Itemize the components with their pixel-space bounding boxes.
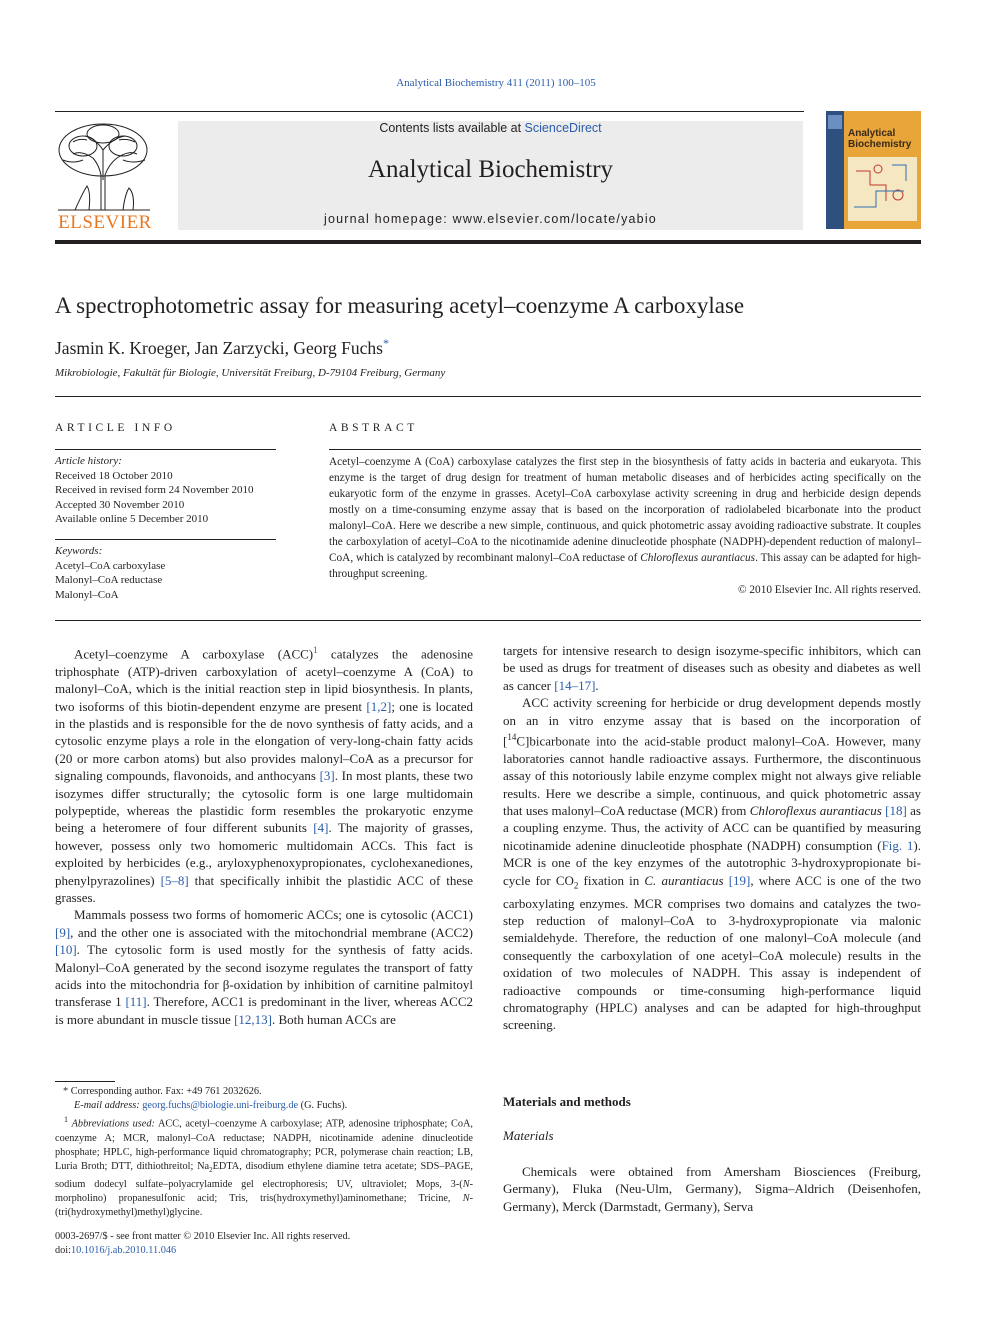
section-title-materials-methods: Materials and methods <box>503 1094 631 1109</box>
intro-paragraph-4 <box>503 694 921 1034</box>
abstract-copyright: © 2010 Elsevier Inc. All rights reserved. <box>737 584 921 596</box>
italic-run: N <box>462 1192 470 1204</box>
citation-link[interactable]: [10] <box>55 942 77 958</box>
subsection-title-materials: Materials <box>503 1128 554 1143</box>
citation-link[interactable]: [19] <box>728 872 751 888</box>
footnote-corresponding <box>55 1085 473 1099</box>
history-revised: Received in revised form 24 November 2010 <box>55 484 254 496</box>
journal-homepage[interactable]: journal homepage: www.elsevier.com/locate/yabio <box>324 212 657 226</box>
sciencedirect-link[interactable]: ScienceDirect <box>524 121 602 135</box>
journal-title: Analytical Biochemistry <box>367 156 614 183</box>
footnote-ref-1[interactable]: 1 <box>313 645 318 655</box>
text-run: ). MCR is one of the key enzymes of the autotrophic 3-hydroxypropionate bi-cycle for CO <box>503 837 921 888</box>
text-run: C]bicarbonate into the acid-stable product malonyl–CoA. However, many laboratories cannot handle radioactive assays. Furthermore, the discontinuous assay of this notoriously labile enzyme complex might not always give reliable results. Here we describe a simple, continuous, and quick photometric assay that uses malonyl–CoA reductase (MCR) from <box>503 733 921 818</box>
history-label: Article history: <box>55 455 122 467</box>
text-run: . Therefore, ACC1 is predominant in the liver, whereas ACC2 is more abundant in muscle tissue <box>55 994 473 1027</box>
abstract-text <box>329 454 921 598</box>
text-run: targets for intensive research to design isozyme-specific inhibitors, which can be used as drugs for treatment of diseases such as obesity and diabetes as well as cancer <box>503 643 921 693</box>
citation-link[interactable]: [11] <box>125 994 147 1010</box>
authors-text: Jasmin K. Kroeger, Jan Zarzycki, Georg Fuchs <box>55 337 383 358</box>
citation-link[interactable]: [12,13] <box>234 1011 273 1027</box>
abstract-body: Acetyl–coenzyme A (CoA) carboxylase catalyzes the first step in the biosynthesis of fatty acids in bacteria and eukaryota. This enzyme is the target of drug design for treatment of human metabolic diseases and of herbicides acting specifically on the eukaryotic form of the enzyme in grasses. Acetyl–CoA carboxylase activity screening in drug and herbicide design depends mostly on a time-consuming enzyme assay that is based on the incorporation of radiolabeled bicarbonate into the product malonyl–CoA. Here we describe a new simple, continuous, and quick photometric assay avoiding radioactive substrate. It couples the carboxylation of acetyl–CoA to the nicotinamide adenine dinucleotide phosphate (NADPH)-dependent reduction of malonyl–CoA, which is catalyzed by recombinant malonyl–CoA reductase of <box>329 456 921 564</box>
text-run: . The majority of grasses, however, possess only two homomeric multidomain ACCs. This fact is exploited by herbicides (e.g., aryloxyphenoxypropionates, cyclohexanediones, phenylpyrazolines) <box>55 820 473 888</box>
abstract-bottom-rule <box>55 620 921 621</box>
contents-line <box>178 121 803 135</box>
subscript: 2 <box>573 880 579 891</box>
citation-link[interactable]: [3] <box>319 768 335 784</box>
article-history <box>55 454 280 527</box>
article-info-heading: ARTICLE INFO <box>55 422 176 434</box>
citation-link[interactable]: [18] <box>885 802 907 818</box>
text-run: , and the other one is associated with the mitochondrial membrane (ACC2) <box>70 924 473 940</box>
cover-title <box>848 128 920 150</box>
keywords-block <box>55 544 280 602</box>
elsevier-tree-logo <box>53 120 155 224</box>
footnote-mark: 1 <box>64 1115 68 1125</box>
keyword-item: Acetyl–CoA carboxylase <box>55 559 166 572</box>
header-top-rule <box>55 111 804 112</box>
text-run: ; one is located in the plastids and is responsible for the de novo synthesis of fatty acids, and a cytosolic enzyme plays a role in the elongation of very-long-chain fatty acids (20 or more carbon atoms) but also provides malonyl–CoA as a precursor for signaling compounds, flavonoids, and anthocyans <box>55 698 473 784</box>
text-run: catalyzes the adenosine triphosphate (ATP)-driven carboxylation of acetyl–coenzyme A (CoA) to malonyl–CoA, which is the initial reaction step in lipid biosynthesis. In plants, two isoforms of this biotin-dependent enzyme are present <box>55 646 474 714</box>
materials-paragraph <box>503 1163 921 1215</box>
footnote-corresponding-text: Corresponding author. Fax: +49 761 2032626. <box>70 1086 262 1097</box>
subscript: 2 <box>209 1166 213 1175</box>
journal-reference[interactable]: Analytical Biochemistry 411 (2011) 100–105 <box>396 77 596 89</box>
text-run: that specifically inhibit the plastidic ACC of these grasses. <box>55 872 473 906</box>
contents-prefix: Contents lists available at <box>379 121 525 135</box>
abstract-body-end: . This assay can be adapted for high-throughput screening. <box>329 552 921 580</box>
text-run: , where ACC is one of the two carboxylating enzymes. MCR comprises two domains and catalyzes the two-step reduction of malonyl–CoA to 3-hydroxypropionate via malonic semialdehyde. Therefore, the reduction of one malonyl–CoA molecule (and consequently the carboxylation of one acetyl–CoA molecule) results in the oxidation of two molecules of NADPH. This assay is independent of radioactive compounds or time-consuming high-performance liquid chromatography (HPLC) analyses and can be adapted for high-throughput screening. <box>503 872 922 1033</box>
keyword-item: Malonyl–CoA <box>55 588 119 601</box>
text-run: . The cytosolic form is used mostly for the synthesis of fatty acids. Malonyl–CoA generated by the second isozyme regulates the transport of fatty acids into the mitochondria for β-oxidation by inhibition of carnitine palmitoyl transferase 1 <box>55 942 473 1010</box>
issn-line: 0003-2697/$ - see front matter © 2010 Elsevier Inc. All rights reserved. <box>55 1231 351 1242</box>
italic-run: N <box>462 1178 470 1190</box>
citation-link[interactable]: [4] <box>313 820 329 836</box>
doi-link[interactable]: 10.1016/j.ab.2010.11.046 <box>71 1245 177 1257</box>
citation-link[interactable]: [5–8] <box>160 872 189 888</box>
title-rule <box>55 396 921 397</box>
body-column-left <box>55 642 473 1028</box>
history-online: Available online 5 December 2010 <box>55 513 209 525</box>
footnote-email <box>55 1099 473 1113</box>
history-received: Received 18 October 2010 <box>55 469 173 482</box>
intro-paragraph-2 <box>55 906 473 1028</box>
citation-link[interactable]: [1,2] <box>366 698 392 714</box>
doi-label: doi: <box>55 1245 72 1257</box>
italic-run: C. aurantiacus <box>644 872 724 888</box>
text-run: fixation in <box>578 872 645 888</box>
keywords-rule <box>55 539 276 540</box>
corresponding-author-mark[interactable]: * <box>383 336 389 350</box>
footnote-star: * <box>63 1086 69 1097</box>
footnote-abbreviations <box>55 1113 473 1220</box>
materials-text: Chemicals were obtained from Amersham Biosciences (Freiburg, Germany), Fluka (Neu-Ulm, Germany), Sigma–Aldrich (Deisenhofen, Germany), Merck (Darmstadt, Germany), Serva <box>503 1164 921 1214</box>
abstract-rule <box>329 449 921 450</box>
affiliation: Mikrobiologie, Fakultät für Biologie, Universität Freiburg, D-79104 Freiburg, Germany <box>55 367 446 379</box>
email-label: E-mail address: <box>74 1100 143 1112</box>
keyword-item: Malonyl–CoA reductase <box>55 574 163 586</box>
author-list <box>55 336 389 359</box>
text-run: -(tri(hydroxymethyl)methyl)glycine. <box>55 1192 473 1219</box>
keywords-label: Keywords: <box>55 545 103 557</box>
abstract-heading: ABSTRACT <box>329 422 418 434</box>
intro-paragraph-1 <box>55 642 473 906</box>
doi-line <box>55 1244 485 1258</box>
text-run: . In most plants, these two isozymes differ structurally; the cytosolic form is one large multidomain polypeptide, whereas the plastidic form resembles the prokaryotic enzyme being a heteromere of four different subunits <box>55 768 473 836</box>
cover-title-line-1: Analytical <box>848 128 896 139</box>
text-run: Mammals possess two forms of homomeric ACCs; one is cytosolic (ACC1) <box>74 907 473 923</box>
figure-link[interactable]: Fig. 1 <box>881 837 914 853</box>
elsevier-wordmark: ELSEVIER <box>58 212 152 233</box>
text-run: EDTA, disodium ethylene diamine tetra acetate; SDS–PAGE, sodium dodecyl sulfate–polyacrylamide gel electrophoresis; UV, ultraviolet; Mops, 3-( <box>55 1161 474 1190</box>
author-email-link[interactable]: georg.fuchs@biologie.uni-freiburg.de <box>142 1100 299 1112</box>
footnotes <box>55 1085 473 1220</box>
text-run: ACC, acetyl–coenzyme A carboxylase; ATP, adenosine triphosphate; CoA, coenzyme A; MCR, malonyl–CoA reductase; NADPH, nicotinamide adenine dinucleotide phosphate; HPLC, high-performance liquid chromatography; PCR, polymerase chain reaction; LB, Luria Broth; DTT, dithiothreitol; Na <box>55 1118 473 1173</box>
citation-link[interactable]: [14–17] <box>554 677 596 693</box>
text-run: Acetyl–coenzyme A carboxylase (ACC) <box>74 646 314 662</box>
abbrev-label: Abbreviations used: <box>71 1118 155 1130</box>
italic-run: Chloroflexus aurantiacus <box>749 802 882 818</box>
text-run: . Both human ACCs are <box>272 1011 396 1027</box>
article-info-rule <box>55 449 276 450</box>
front-matter-info <box>55 1230 485 1258</box>
header-thick-rule <box>55 240 921 244</box>
text-run: as a coupling enzyme. Thus, the activity of ACC can be quantified by measuring nicotinamide adenine dinucleotide phosphate (NADPH) consumption ( <box>503 802 921 853</box>
citation-link[interactable]: [9] <box>55 924 71 940</box>
text-run: -morpholino) propanesulfonic acid; Tris, tris(hydroxymethyl)aminomethane; Tricine, <box>55 1178 473 1204</box>
history-accepted: Accepted 30 November 2010 <box>55 498 185 511</box>
intro-paragraph-3 <box>503 642 921 694</box>
text-run: ACC activity screening for herbicide or drug development depends mostly on an in vitro enzyme assay that is based on the incorporation of [ <box>503 695 921 749</box>
email-after: (G. Fuchs). <box>298 1100 348 1112</box>
text-run: . <box>595 677 599 693</box>
body-column-right <box>503 642 921 1034</box>
footnote-rule <box>55 1081 115 1082</box>
article-title: A spectrophotometric assay for measuring acetyl–coenzyme A carboxylase <box>55 293 745 318</box>
superscript: 14 <box>507 732 517 743</box>
cover-title-line-2: Biochemistry <box>848 139 912 150</box>
abstract-organism: Chloroflexus aurantiacus <box>640 552 756 564</box>
